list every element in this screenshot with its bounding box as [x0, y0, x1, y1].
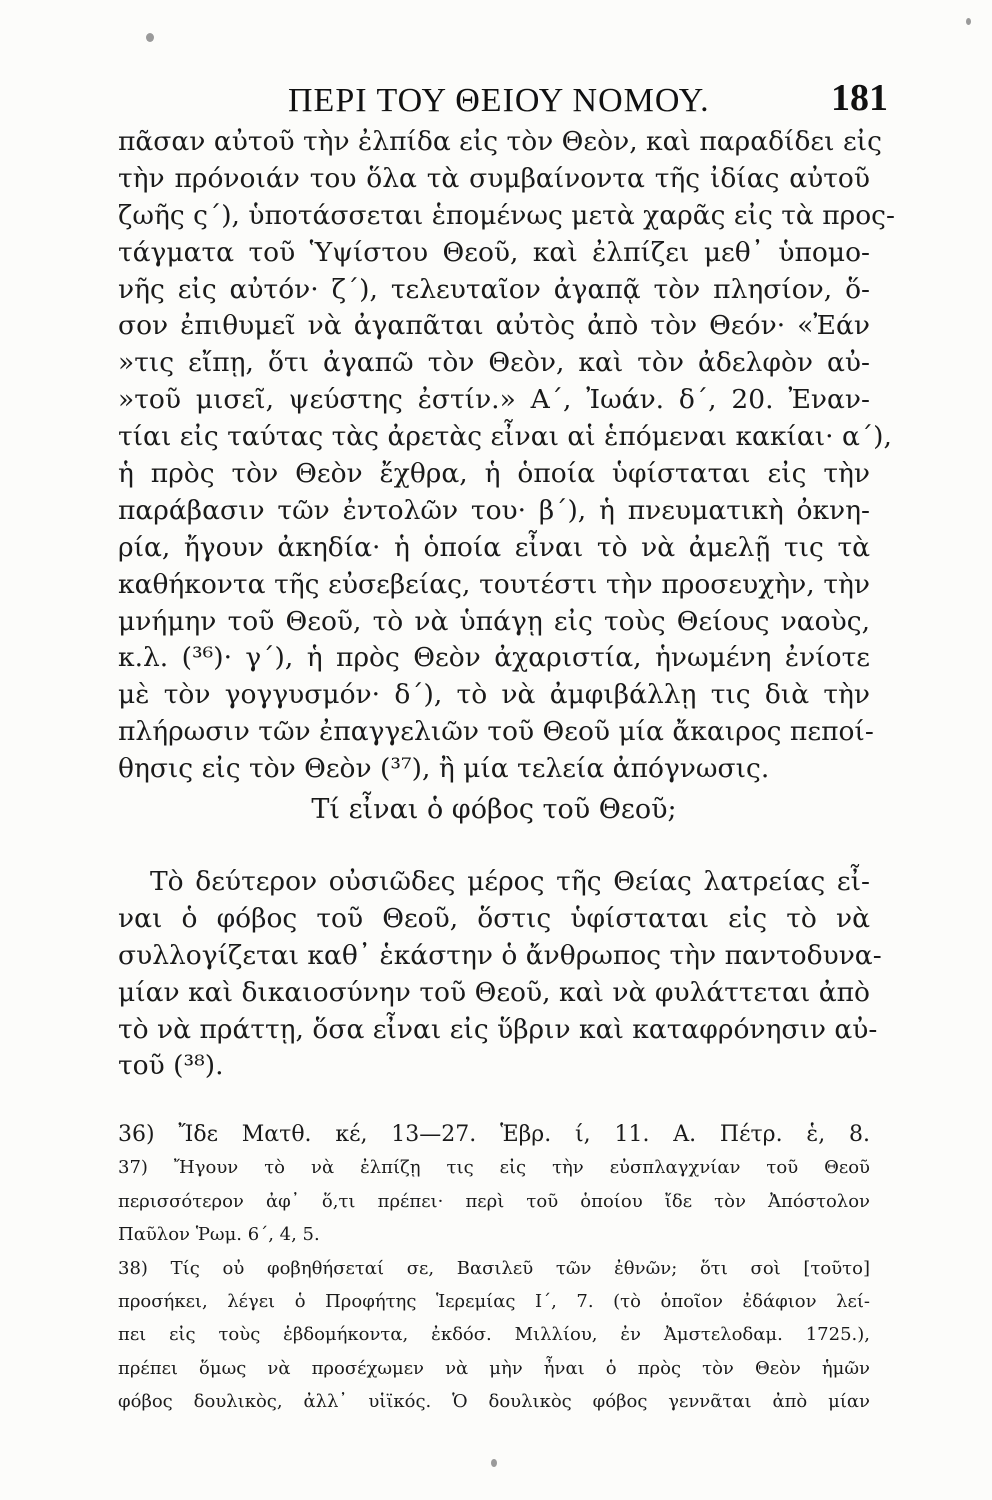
text-line: τίαι εἰς ταύτας τὰς ἀρετὰς εἶναι αἱ ἑπόμεναι κακίαι· α΄),: [118, 421, 892, 453]
text-line: ρία, ἤγουν ἀκηδία· ἡ ὁποία εἶναι τὸ νὰ ἀμελῇ τις τὰ: [118, 531, 870, 563]
text-line: μνήμην τοῦ Θεοῦ, τὸ νὰ ὑπάγῃ εἰς τοὺς Θείους ναοὺς,: [118, 605, 870, 637]
running-header: [118, 62, 888, 122]
footnote-line: προσήκει, λέγει ὁ Προφήτης Ἱερεμίας Ι΄, 7. (τὸ ὁποῖον ἐδάφιον λεί-: [118, 1290, 870, 1312]
scan-speck: [146, 33, 154, 42]
text-line: συλλογίζεται καθ᾿ ἑκάστην ὁ ἄνθρωπος τὴν παντοδυνα-: [118, 939, 882, 971]
footnote-line: Παῦλον Ῥωμ. 6΄, 4, 5.: [118, 1224, 320, 1246]
footnotes: [118, 1118, 870, 1419]
text-line: »τοῦ μισεῖ, ψεύστης ἐστίν.» Α΄, Ἰωάν. δ΄, 20. Ἐναν-: [118, 384, 870, 416]
text-line: Τὸ δεύτερον οὐσιῶδες μέρος τῆς Θείας λατρείας εἶ-: [150, 866, 870, 898]
text-line: ἡ πρὸς τὸν Θεὸν ἔχθρα, ἡ ὁποία ὑφίσταται εἰς τὴν: [118, 458, 870, 490]
footnote-line: περισσότερον ἀφ᾿ ὅ,τι πρέπει· περὶ τοῦ ὁποίου ἴδε τὸν Ἀπόστολον: [118, 1190, 870, 1212]
footnote-36: 36) Ἴδε Ματθ. κέ, 13—27. Ἑβρ. ί, 11. Α. Πέτρ. ἑ, 8.: [118, 1122, 870, 1147]
text-line: ζωῆς ς΄), ὑποτάσσεται ἑπομένως μετὰ χαρᾶς εἰς τὰ προς-: [118, 199, 895, 231]
section-heading: Τί εἶναι ὁ φόβος τοῦ Θεοῦ;: [311, 794, 677, 826]
footnote-37: 37) Ἤγουν τὸ νὰ ἐλπίζῃ τις εἰς τὴν εὐσπλαγχνίαν τοῦ Θεοῦ: [118, 1157, 870, 1179]
main-text: [118, 124, 895, 1085]
text-line: νῆς εἰς αὐτόν· ζ΄), τελευταῖον ἀγαπᾷ τὸν πλησίον, ὅ-: [118, 273, 870, 305]
running-title: ΠΕΡΙ ΤΟΥ ΘΕΙΟΥ ΝΟΜΟΥ.: [288, 82, 710, 119]
text-line: καθήκοντα τῆς εὐσεβείας, τουτέστι τὴν προσευχὴν, τὴν: [118, 568, 870, 600]
footnote-38: 38) Τίς οὐ φοβηθήσεταί σε, Βασιλεῦ τῶν ἐθνῶν; ὅτι σοὶ [τοῦτο]: [118, 1257, 870, 1279]
text-line: μὲ τὸν γογγυσμόν· δ΄), τὸ νὰ ἀμφιβάλλῃ τις διὰ τὴν: [118, 679, 870, 711]
text-line: μίαν καὶ δικαιοσύνην τοῦ Θεοῦ, καὶ νὰ φυλάττεται ἀπὸ: [118, 976, 870, 1008]
footnote-line: φόβος δουλικὸς, ἀλλ᾿ υἱϊκός. Ὁ δουλικὸς φόβος γεννᾶται ἀπὸ μίαν: [118, 1391, 870, 1413]
paragraph-gap: [118, 830, 870, 864]
text-line: σον ἐπιθυμεῖ νὰ ἀγαπᾶται αὐτὸς ἀπὸ τὸν Θεόν· «Ἐάν: [118, 310, 870, 342]
footnote-line: πρέπει ὅμως νὰ προσέχωμεν νὰ μὴν ἦναι ὁ πρὸς τὸν Θεὸν ἡμῶν: [118, 1357, 870, 1379]
text-line: τὸ νὰ πράττῃ, ὅσα εἶναι εἰς ὕβριν καὶ καταφρόνησιν αὐ-: [118, 1013, 878, 1045]
text-line: κ.λ. (³⁶)· γ΄), ἡ πρὸς Θεὸν ἀχαριστία, ἡνωμένη ἐνίοτε: [118, 642, 870, 674]
text-line: παράβασιν τῶν ἐντολῶν του· β΄), ἡ πνευματικὴ ὀκνη-: [118, 494, 870, 526]
text-line: τοῦ (³⁸).: [118, 1050, 224, 1082]
footnote-line: πει εἰς τοὺς ἑβδομήκοντα, ἐκδόσ. Μιλλίου, ἐν Ἀμστελοδαμ. 1725.),: [118, 1324, 870, 1346]
text-line: τὴν πρόνοιάν του ὅλα τὰ συμβαίνοντα τῆς ἰδίας αὐτοῦ: [118, 162, 870, 194]
text-line: ναι ὁ φόβος τοῦ Θεοῦ, ὅστις ὑφίσταται εἰς τὸ νὰ: [118, 902, 870, 934]
text-line: πᾶσαν αὐτοῦ τὴν ἐλπίδα εἰς τὸν Θεὸν, καὶ παραδίδει εἰς: [118, 126, 882, 157]
page-number: 181: [831, 77, 888, 119]
text-line: πλήρωσιν τῶν ἐπαγγελιῶν τοῦ Θεοῦ μία ἄκαιρος πεποί-: [118, 716, 874, 748]
scan-speck: [491, 1459, 497, 1467]
scan-speck: [966, 18, 971, 25]
text-line: τάγματα τοῦ Ὑψίστου Θεοῦ, καὶ ἐλπίζει μεθ᾿ ὑπομο-: [118, 236, 870, 268]
text-line: »τις εἴπῃ, ὅτι ἀγαπῶ τὸν Θεὸν, καὶ τὸν ἀδελφὸν αὐ-: [118, 347, 870, 379]
text-line: θησις εἰς τὸν Θεὸν (³⁷), ἢ μία τελεία ἀπόγνωσις.: [118, 753, 770, 785]
